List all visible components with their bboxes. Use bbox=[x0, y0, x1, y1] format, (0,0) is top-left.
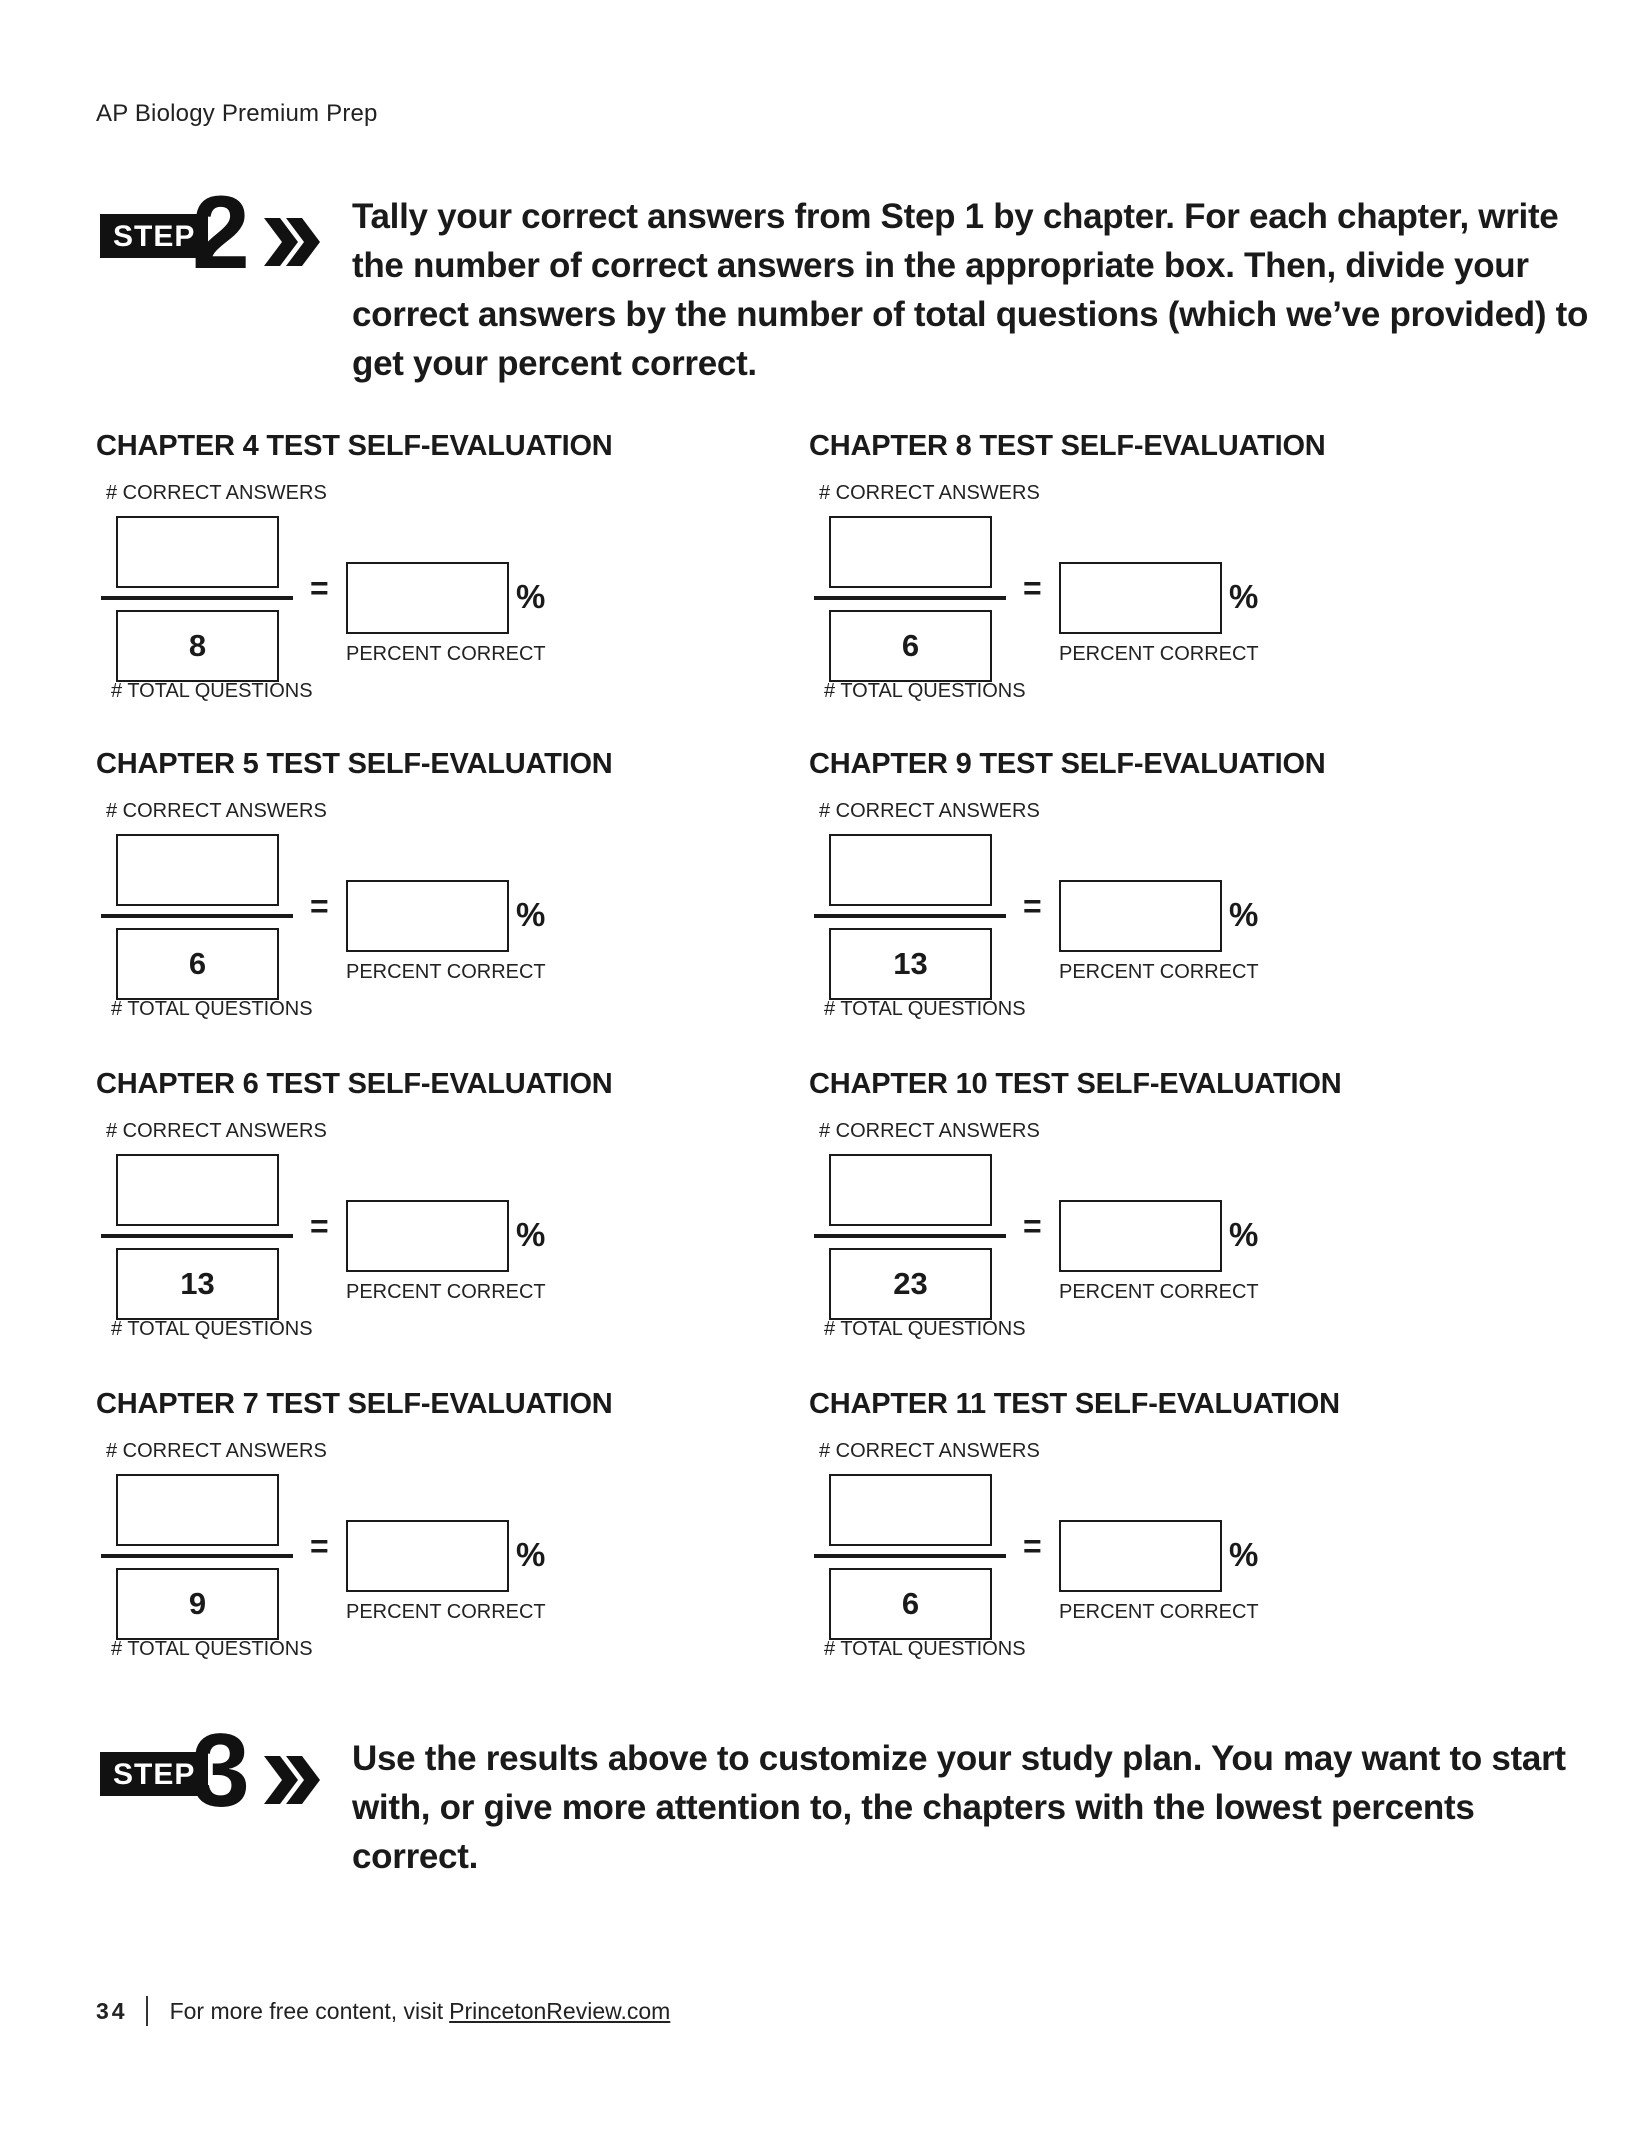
correct-answers-box[interactable] bbox=[116, 1154, 279, 1226]
percent-correct-box[interactable] bbox=[1059, 880, 1222, 952]
evaluation-title: CHAPTER 4 TEST SELF-EVALUATION bbox=[96, 430, 613, 462]
step-2-badge bbox=[96, 175, 326, 302]
fraction-bar bbox=[814, 1234, 1006, 1238]
percent-sign: % bbox=[516, 1536, 546, 1573]
evaluation-title: CHAPTER 8 TEST SELF-EVALUATION bbox=[809, 430, 1326, 462]
step-2-instruction: Tally your correct answers from Step 1 by chapter. For each chapter, write the number of correct answers in the appropriate box. Then, divide your correct answers by the number of total questions (which we’ve provided) to get your percent correct. bbox=[352, 197, 1589, 383]
step-number: 3 bbox=[192, 1713, 250, 1829]
fraction-bar bbox=[814, 596, 1006, 600]
footer-text: For more free content, visit bbox=[169, 1997, 444, 2024]
princeton-review-link[interactable]: PrincetonReview.com bbox=[449, 1997, 671, 2024]
equals-sign: = bbox=[310, 888, 329, 924]
total-questions-label: # TOTAL QUESTIONS bbox=[824, 1318, 1026, 1340]
percent-correct-label: PERCENT CORRECT bbox=[346, 1601, 546, 1623]
correct-answers-box[interactable] bbox=[116, 834, 279, 906]
chapter-evaluation bbox=[809, 1388, 1449, 1688]
fraction-bar bbox=[101, 596, 293, 600]
evaluation-title: CHAPTER 10 TEST SELF-EVALUATION bbox=[809, 1068, 1342, 1100]
chapter-evaluation bbox=[809, 430, 1449, 730]
evaluation-title: CHAPTER 5 TEST SELF-EVALUATION bbox=[96, 748, 613, 780]
correct-answers-label: # CORRECT ANSWERS bbox=[106, 1440, 327, 1462]
equals-sign: = bbox=[1023, 570, 1042, 606]
footer-divider bbox=[146, 1996, 148, 2026]
page-number: 34 bbox=[96, 1997, 128, 2024]
percent-sign: % bbox=[1229, 1536, 1259, 1573]
correct-answers-label: # CORRECT ANSWERS bbox=[106, 482, 327, 504]
evaluation-title: CHAPTER 6 TEST SELF-EVALUATION bbox=[96, 1068, 613, 1100]
percent-correct-box[interactable] bbox=[346, 1200, 509, 1272]
correct-answers-label: # CORRECT ANSWERS bbox=[819, 1440, 1040, 1462]
percent-correct-label: PERCENT CORRECT bbox=[346, 643, 546, 665]
percent-correct-label: PERCENT CORRECT bbox=[1059, 1601, 1259, 1623]
correct-answers-box[interactable] bbox=[829, 1474, 992, 1546]
step-3-instruction: Use the results above to customize your study plan. You may want to start with, or give more attention to, the chapters with the lowest percents correct. bbox=[352, 1739, 1566, 1876]
equals-sign: = bbox=[310, 1208, 329, 1244]
total-questions-box: 6 bbox=[116, 928, 279, 1000]
total-questions-label: # TOTAL QUESTIONS bbox=[824, 1638, 1026, 1660]
correct-answers-box[interactable] bbox=[829, 516, 992, 588]
correct-answers-label: # CORRECT ANSWERS bbox=[819, 800, 1040, 822]
fraction-bar bbox=[814, 914, 1006, 918]
double-chevron-icon bbox=[262, 1750, 322, 1810]
percent-correct-box[interactable] bbox=[346, 562, 509, 634]
correct-answers-box[interactable] bbox=[116, 516, 279, 588]
percent-correct-label: PERCENT CORRECT bbox=[346, 1281, 546, 1303]
percent-correct-label: PERCENT CORRECT bbox=[1059, 643, 1259, 665]
percent-correct-box[interactable] bbox=[1059, 562, 1222, 634]
total-questions-box: 8 bbox=[116, 610, 279, 682]
total-questions-label: # TOTAL QUESTIONS bbox=[111, 998, 313, 1020]
step-2-section bbox=[96, 175, 1589, 392]
chapter-evaluation bbox=[96, 1068, 736, 1368]
total-questions-label: # TOTAL QUESTIONS bbox=[111, 1318, 313, 1340]
percent-correct-box[interactable] bbox=[1059, 1200, 1222, 1272]
percent-correct-box[interactable] bbox=[346, 880, 509, 952]
equals-sign: = bbox=[310, 570, 329, 606]
percent-sign: % bbox=[516, 896, 546, 933]
step-label: STEP bbox=[100, 1752, 208, 1796]
total-questions-box: 9 bbox=[116, 1568, 279, 1640]
chapter-evaluation bbox=[809, 1068, 1449, 1368]
total-questions-box: 6 bbox=[829, 610, 992, 682]
percent-sign: % bbox=[1229, 578, 1259, 615]
percent-correct-label: PERCENT CORRECT bbox=[1059, 961, 1259, 983]
chapter-evaluation bbox=[809, 748, 1449, 1048]
total-questions-label: # TOTAL QUESTIONS bbox=[111, 680, 313, 702]
evaluation-title: CHAPTER 7 TEST SELF-EVALUATION bbox=[96, 1388, 613, 1420]
chapter-evaluation bbox=[96, 1388, 736, 1688]
percent-sign: % bbox=[1229, 1216, 1259, 1253]
correct-answers-label: # CORRECT ANSWERS bbox=[106, 800, 327, 822]
step-number: 2 bbox=[192, 175, 250, 291]
percent-correct-box[interactable] bbox=[346, 1520, 509, 1592]
step-label: STEP bbox=[100, 214, 208, 258]
percent-sign: % bbox=[1229, 896, 1259, 933]
total-questions-label: # TOTAL QUESTIONS bbox=[824, 998, 1026, 1020]
total-questions-box: 6 bbox=[829, 1568, 992, 1640]
fraction-bar bbox=[814, 1554, 1006, 1558]
equals-sign: = bbox=[1023, 1528, 1042, 1564]
equals-sign: = bbox=[1023, 1208, 1042, 1244]
fraction-bar bbox=[101, 1234, 293, 1238]
percent-correct-box[interactable] bbox=[1059, 1520, 1222, 1592]
percent-correct-label: PERCENT CORRECT bbox=[346, 961, 546, 983]
page-footer bbox=[96, 1996, 670, 2026]
correct-answers-label: # CORRECT ANSWERS bbox=[106, 1120, 327, 1142]
correct-answers-label: # CORRECT ANSWERS bbox=[819, 1120, 1040, 1142]
correct-answers-label: # CORRECT ANSWERS bbox=[819, 482, 1040, 504]
total-questions-box: 23 bbox=[829, 1248, 992, 1320]
equals-sign: = bbox=[1023, 888, 1042, 924]
step-3-badge bbox=[96, 1713, 326, 1840]
total-questions-box: 13 bbox=[116, 1248, 279, 1320]
percent-sign: % bbox=[516, 1216, 546, 1253]
double-chevron-icon bbox=[262, 212, 322, 272]
equals-sign: = bbox=[310, 1528, 329, 1564]
correct-answers-box[interactable] bbox=[116, 1474, 279, 1546]
total-questions-box: 13 bbox=[829, 928, 992, 1000]
running-head: AP Biology Premium Prep bbox=[96, 100, 378, 127]
evaluation-title: CHAPTER 9 TEST SELF-EVALUATION bbox=[809, 748, 1326, 780]
percent-correct-label: PERCENT CORRECT bbox=[1059, 1281, 1259, 1303]
percent-sign: % bbox=[516, 578, 546, 615]
correct-answers-box[interactable] bbox=[829, 1154, 992, 1226]
total-questions-label: # TOTAL QUESTIONS bbox=[111, 1638, 313, 1660]
evaluation-title: CHAPTER 11 TEST SELF-EVALUATION bbox=[809, 1388, 1340, 1420]
total-questions-label: # TOTAL QUESTIONS bbox=[824, 680, 1026, 702]
chapter-evaluation bbox=[96, 748, 736, 1048]
chapter-evaluation bbox=[96, 430, 736, 730]
fraction-bar bbox=[101, 1554, 293, 1558]
correct-answers-box[interactable] bbox=[829, 834, 992, 906]
step-3-section bbox=[96, 1713, 1576, 1930]
fraction-bar bbox=[101, 914, 293, 918]
